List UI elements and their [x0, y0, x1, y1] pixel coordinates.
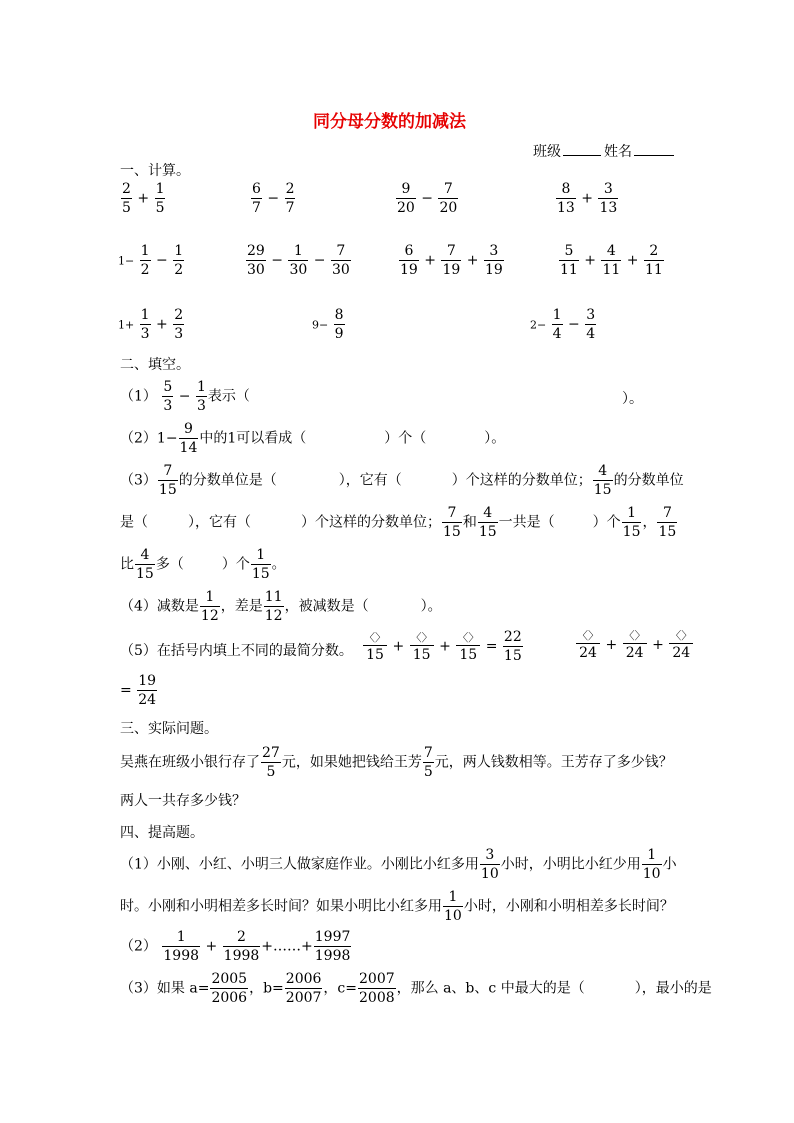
adv-q1-line2: 时。小刚和小明相差多长时间？如果小明比小红多用 $\frac{1}{10}$ 小时，小刚和小明相差多长时间？	[120, 889, 674, 924]
fill-q5-equation2: $\frac{〈〉}{24}$ + $\frac{〈〉}{24}$ + $\frac{〈〉}{24}$	[577, 629, 693, 661]
section-4-heading: 四、提高题。	[120, 825, 204, 841]
class-blank-line	[563, 155, 601, 156]
fill-q3-line3: 比 $\frac{4}{15}$ 多（ ）个 $\frac{1}{15}$ 。	[120, 547, 286, 582]
calc-item-10: 9− $\frac{8}{9}$	[312, 307, 344, 342]
calc-item-9: 1+ $\frac{1}{3}$ + $\frac{2}{3}$	[118, 307, 184, 342]
word-problem-line2: 两人一共存多少钱？	[120, 793, 246, 809]
calc-item-2: $\frac{6}{7}$ − $\frac{2}{7}$	[252, 181, 295, 216]
class-label: 班级	[533, 144, 561, 160]
calc-item-4: $\frac{8}{13}$ + $\frac{3}{13}$	[557, 181, 618, 216]
fill-q5-label: （5）在括号内填上不同的最简分数。	[120, 643, 353, 659]
fill-q1-end: ）。	[622, 391, 643, 407]
name-label: 姓名	[604, 144, 632, 160]
calc-item-1: $\frac{2}{5}$ + $\frac{1}{5}$	[122, 181, 165, 216]
calc-item-5: 1− $\frac{1}{2}$ − $\frac{1}{2}$	[118, 243, 184, 278]
fill-q3-line1: （3） $\frac{7}{15}$ 的分数单位是（ ），它有（ ）个这样的分数单位； $\frac{4}{15}$ 的分数单位	[120, 463, 684, 498]
calc-item-7: $\frac{6}{19}$ + $\frac{7}{19}$ + $\frac{3}{19}$	[400, 243, 503, 278]
fill-q5-equation1: $\frac{〈〉}{15}$ + $\frac{〈〉}{15}$ + $\frac{〈〉}{15}$ = $\frac{22}{15}$	[364, 629, 522, 664]
page-title: 同分母分数的加减法	[313, 112, 466, 132]
fill-q1: （1） $\frac{5}{3}$ − $\frac{1}{3}$ 表示（	[120, 379, 250, 414]
calc-item-6: $\frac{29}{30}$ − $\frac{1}{30}$ − $\frac{7}{30}$	[247, 243, 350, 278]
calc-item-11: 2− $\frac{1}{4}$ − $\frac{3}{4}$	[530, 307, 596, 342]
fill-q2: （2）1− $\frac{9}{14}$ 中的1可以看成（ ）个（ ）。	[120, 421, 506, 456]
calc-item-3: $\frac{9}{20}$ − $\frac{7}{20}$	[397, 181, 458, 216]
section-3-heading: 三、实际问题。	[120, 721, 218, 737]
word-problem-line1: 吴燕在班级小银行存了 $\frac{27}{5}$ 元，如果她把钱给王芳 $\frac{7}{5}$ 元，两人钱数相等。王芳存了多少钱？	[120, 745, 673, 780]
adv-q2: （2） $\frac{1}{1998}$ + $\frac{2}{1998}$ +……+ $\frac{1997}{1998}$	[120, 929, 351, 964]
calc-item-8: $\frac{5}{11}$ + $\frac{4}{11}$ + $\frac{2}{11}$	[560, 243, 663, 278]
fill-q3-line2: 是（ ），它有（ ）个这样的分数单位； $\frac{7}{15}$ 和 $\frac{4}{15}$ 一共是（ ）个 $\frac{1}{15}$ ， $\frac{7}{15}$	[120, 505, 677, 540]
name-blank-line	[634, 155, 674, 156]
section-1-heading: 一、计算。	[120, 163, 190, 179]
fill-q4: （4）减数是 $\frac{1}{12}$ ，差是 $\frac{11}{12}$ ，被减数是（ ）。	[120, 589, 442, 624]
adv-q3: （3）如果 a= $\frac{2005}{2006}$ ，b= $\frac{2006}{2007}$ ，c= $\frac{2007}{2008}$ ，那么 a、b、c 中最大的是（ ），最小的是	[120, 971, 712, 1006]
section-2-heading: 二、填空。	[120, 357, 190, 373]
adv-q1-line1: （1）小刚、小红、小明三人做家庭作业。小刚比小红多用 $\frac{3}{10}$ 小时，小明比小红少用 $\frac{1}{10}$ 小	[120, 847, 677, 882]
fill-q5-result: = $\frac{19}{24}$	[120, 673, 157, 708]
